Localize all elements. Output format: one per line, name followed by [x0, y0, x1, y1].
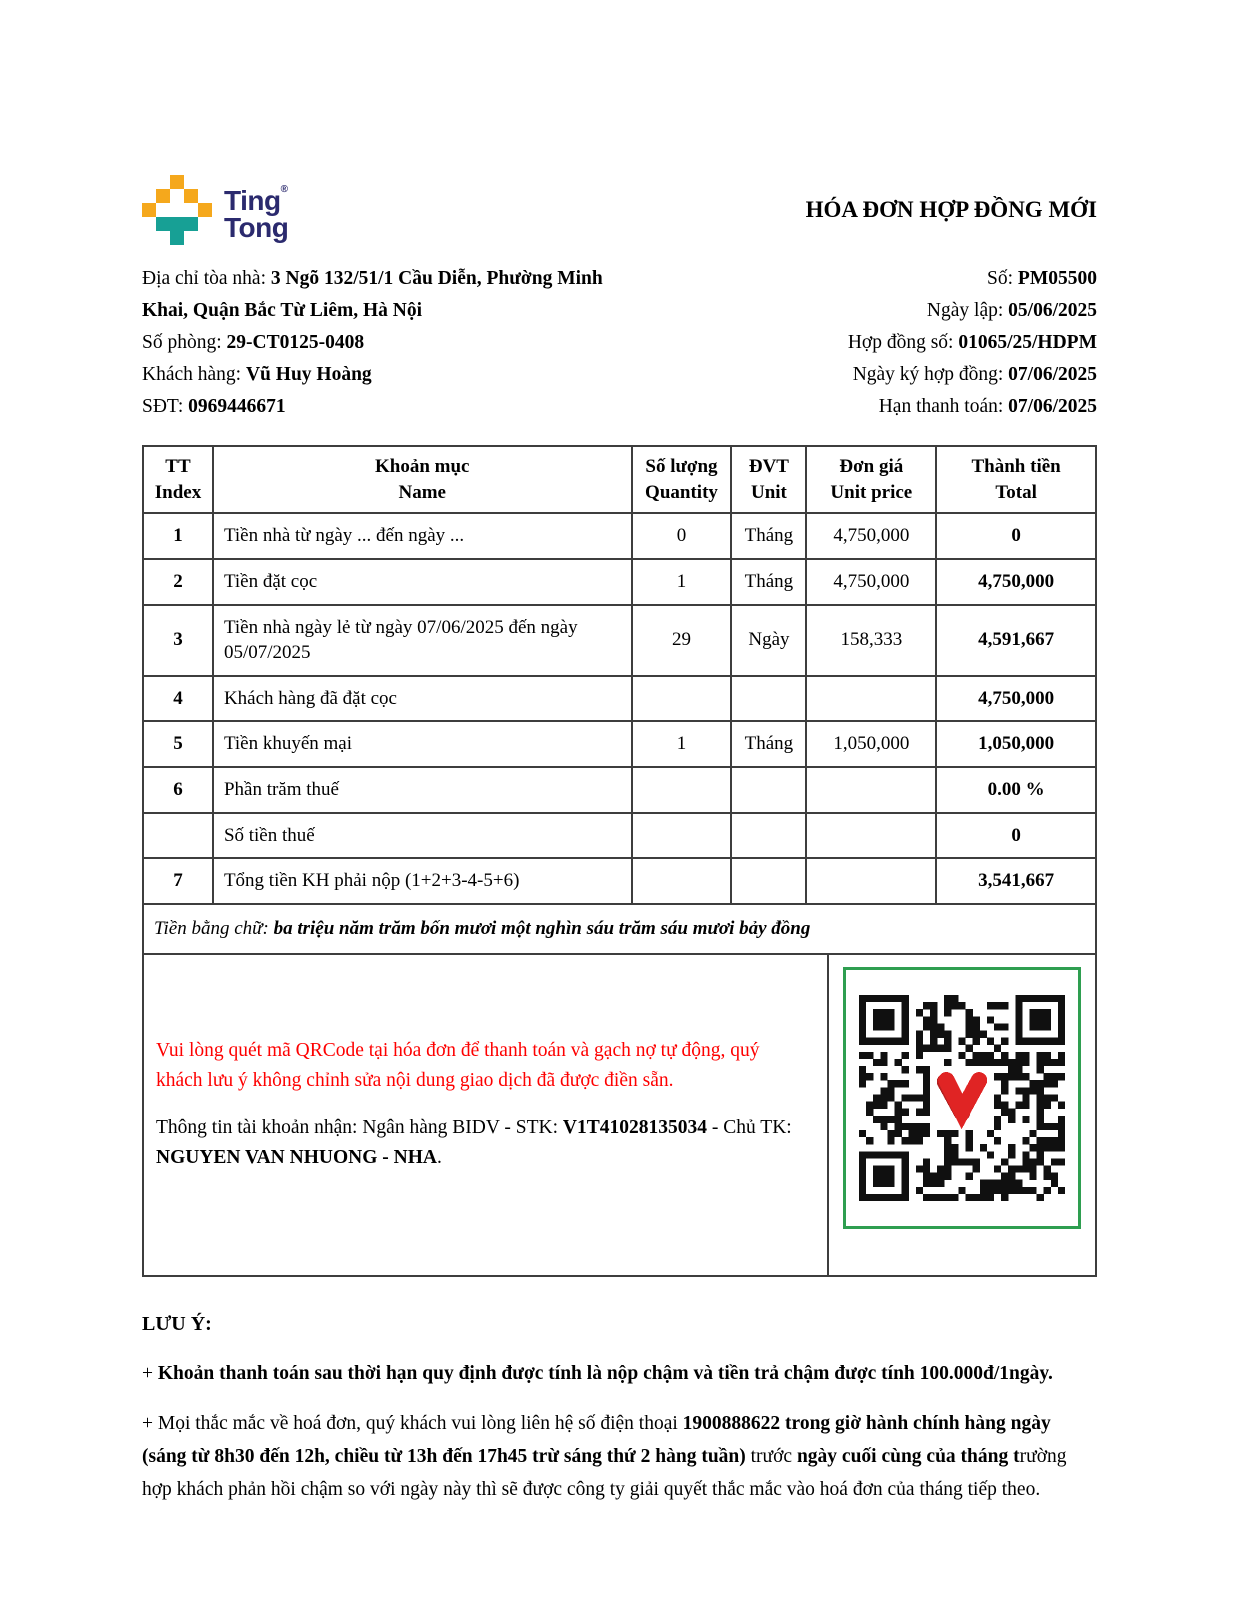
cell-total: 4,750,000 — [936, 676, 1096, 722]
field-value: 29-CT0125-0408 — [226, 332, 365, 353]
cell-unit: Tháng — [731, 513, 806, 559]
logo-word-tong: Tong — [224, 211, 289, 243]
cell-price — [806, 858, 936, 904]
cell-name: Số tiền thuế — [213, 813, 632, 859]
note-prefix: + — [142, 1362, 158, 1384]
cell-qty: 1 — [632, 721, 732, 767]
table-row — [143, 858, 1096, 904]
field-value: 3 Ngõ 132/51/1 Cầu Diễn, Phường Minh Khai, Quận Bắc Từ Liêm, Hà Nội — [142, 268, 603, 321]
note-hotline-bold-2: ngày cuối cùng của tháng t — [796, 1446, 1020, 1468]
cell-qty — [632, 767, 732, 813]
cell-tt — [143, 813, 213, 859]
logo-pixel — [198, 203, 212, 217]
cell-qty — [632, 676, 732, 722]
field-value: 07/06/2025 — [1008, 364, 1097, 385]
account-number: V1T41028135034 — [562, 1116, 708, 1138]
payment-box — [142, 955, 1097, 1277]
logo-word-ting: Ting — [224, 185, 281, 216]
note-hotline-text-3: rường hợp khách phản hồi chậm so với ngày này thì sẽ được công ty giải quyết thắc mắc vào hoá đơn của tháng tiếp theo. — [142, 1446, 1067, 1501]
tingtong-logo — [142, 175, 288, 245]
bank-account-info — [156, 1113, 801, 1173]
field-label: Hạn thanh toán: — [878, 396, 1009, 417]
field-label: Ngày ký hợp đồng: — [852, 364, 1009, 385]
cell-name: Tiền nhà từ ngày ... đến ngày ... — [213, 513, 632, 559]
cell-tt: 5 — [143, 721, 213, 767]
col-header-unit: ĐVT Unit — [731, 446, 806, 513]
info-left — [142, 263, 647, 423]
logo-pixel — [142, 203, 156, 217]
cell-name: Tổng tiền KH phải nộp (1+2+3-4-5+6) — [213, 858, 632, 904]
field-label: SĐT: — [142, 396, 189, 417]
cell-total: 1,050,000 — [936, 721, 1096, 767]
invoice-title: HÓA ĐƠN HỢP ĐỒNG MỚI — [805, 197, 1097, 222]
invoice-table-body — [143, 513, 1096, 904]
cell-qty: 29 — [632, 605, 732, 676]
issue-date — [848, 295, 1097, 327]
field-value: 01065/25/HDPM — [958, 332, 1097, 353]
cell-name: Tiền đặt cọc — [213, 559, 632, 605]
building-address — [142, 263, 647, 327]
note-hotline-bold-1: 1900888622 trong giờ hành chính hàng ngày (sáng từ 8h30 đến 12h, chiều từ 13h đến 17h45 trừ sáng thứ 2 hàng tuần) — [142, 1412, 1051, 1468]
customer-name — [142, 359, 647, 391]
field-label: Số phòng: — [142, 332, 227, 353]
contract-number — [848, 327, 1097, 359]
cell-price: 1,050,000 — [806, 721, 936, 767]
tingtong-logo-text — [224, 185, 288, 241]
cell-tt: 6 — [143, 767, 213, 813]
col-header-quantity: Số lượng Quantity — [632, 446, 732, 513]
invoice-number — [848, 263, 1097, 295]
qr-cell — [829, 955, 1095, 1275]
cell-qty: 0 — [632, 513, 732, 559]
cell-name: Tiền nhà ngày lẻ từ ngày 07/06/2025 đến ngày 05/07/2025 — [213, 605, 632, 676]
table-row — [143, 813, 1096, 859]
cell-tt: 1 — [143, 513, 213, 559]
note-hotline-text-2: trước — [745, 1446, 797, 1468]
cell-total: 0 — [936, 513, 1096, 559]
field-label: Hợp đồng số: — [847, 332, 959, 353]
cell-total: 4,591,667 — [936, 605, 1096, 676]
cell-tt: 2 — [143, 559, 213, 605]
field-value: 07/06/2025 — [1008, 396, 1097, 417]
amount-in-words-label: Tiền bằng chữ: — [154, 918, 274, 940]
field-label: Số: — [987, 268, 1018, 289]
note-hotline — [142, 1407, 1097, 1506]
cell-qty: 1 — [632, 559, 732, 605]
cell-price: 4,750,000 — [806, 513, 936, 559]
cell-total: 0.00 % — [936, 767, 1096, 813]
table-row — [143, 513, 1096, 559]
field-label: Ngày lập: — [926, 300, 1009, 321]
payment-instructions — [144, 955, 829, 1275]
cell-unit: Tháng — [731, 559, 806, 605]
room-number — [142, 327, 647, 359]
logo-pixel — [170, 175, 184, 189]
cell-name: Tiền khuyến mại — [213, 721, 632, 767]
cell-unit: Tháng — [731, 721, 806, 767]
customer-phone — [142, 391, 647, 423]
cell-total: 3,541,667 — [936, 858, 1096, 904]
account-end: . — [436, 1146, 442, 1168]
cell-price: 4,750,000 — [806, 559, 936, 605]
notes-heading: LƯU Ý: — [142, 1312, 212, 1335]
cell-unit — [731, 858, 806, 904]
qr-code-frame — [843, 967, 1081, 1229]
tingtong-logo-icon — [142, 175, 212, 245]
note-hotline-text-1: + Mọi thắc mắc về hoá đơn, quý khách vui lòng liên hệ số điện thoại — [142, 1412, 683, 1434]
invoice-table — [142, 445, 1097, 955]
cell-tt: 4 — [143, 676, 213, 722]
field-value: 0969446671 — [188, 396, 286, 417]
cell-qty — [632, 858, 732, 904]
cell-name: Khách hàng đã đặt cọc — [213, 676, 632, 722]
amount-in-words — [143, 904, 1096, 954]
cell-tt: 3 — [143, 605, 213, 676]
contract-sign-date — [848, 359, 1097, 391]
col-header-name: Khoản mục Name — [213, 446, 632, 513]
col-header-index: TT Index — [143, 446, 213, 513]
cell-price: 158,333 — [806, 605, 936, 676]
cell-unit: Ngày — [731, 605, 806, 676]
col-header-unit-price: Đơn giá Unit price — [806, 446, 936, 513]
table-row — [143, 721, 1096, 767]
header — [142, 175, 1097, 253]
cell-name: Phần trăm thuế — [213, 767, 632, 813]
logo-pixel — [156, 189, 170, 203]
cell-qty — [632, 813, 732, 859]
payment-due-date — [848, 391, 1097, 423]
account-intro: Thông tin tài khoản nhận: Ngân hàng BIDV - STK: — [156, 1116, 563, 1138]
cell-price — [806, 767, 936, 813]
cell-unit — [731, 767, 806, 813]
field-value: Vũ Huy Hoàng — [245, 364, 372, 385]
table-row — [143, 605, 1096, 676]
field-value: PM05500 — [1017, 268, 1097, 289]
amount-in-words-value: ba triệu năm trăm bốn mươi một nghìn sáu trăm sáu mươi bảy đồng — [273, 918, 811, 940]
account-holder: NGUYEN VAN NHUONG - NHA — [156, 1146, 437, 1168]
note-late-payment — [142, 1358, 1097, 1389]
table-row — [143, 559, 1096, 605]
logo-pixel — [170, 231, 184, 245]
cell-total: 4,750,000 — [936, 559, 1096, 605]
note-late-payment-text: Khoản thanh toán sau thời hạn quy định được tính là nộp chậm và tiền trả chậm được tính 100.000đ/1ngày. — [157, 1362, 1053, 1384]
notes-section — [142, 1313, 1097, 1507]
header-row — [143, 446, 1096, 513]
invoice-table-header — [143, 446, 1096, 513]
col-header-total: Thành tiền Total — [936, 446, 1096, 513]
account-mid: - Chủ TK: — [707, 1116, 792, 1138]
field-label: Khách hàng: — [142, 364, 246, 385]
cell-unit — [731, 813, 806, 859]
field-value: 05/06/2025 — [1008, 300, 1097, 321]
qr-center-v-icon — [946, 1080, 979, 1111]
info-section — [142, 263, 1097, 423]
cell-price — [806, 676, 936, 722]
cell-unit — [731, 676, 806, 722]
qr-code — [859, 995, 1065, 1201]
logo-pixel — [184, 189, 198, 203]
amount-in-words-row — [143, 904, 1096, 954]
cell-tt: 7 — [143, 858, 213, 904]
cell-total: 0 — [936, 813, 1096, 859]
qr-payment-notice: Vui lòng quét mã QRCode tại hóa đơn để thanh toán và gạch nợ tự động, quý khách lưu ý không chỉnh sửa nội dung giao dịch đã được điền sẵn. — [156, 1040, 760, 1092]
table-row — [143, 767, 1096, 813]
info-right — [848, 263, 1097, 423]
table-row — [143, 676, 1096, 722]
cell-price — [806, 813, 936, 859]
field-label: Địa chỉ tòa nhà: — [142, 268, 271, 289]
logo-pixel — [156, 217, 198, 231]
registered-mark: ® — [280, 184, 288, 195]
